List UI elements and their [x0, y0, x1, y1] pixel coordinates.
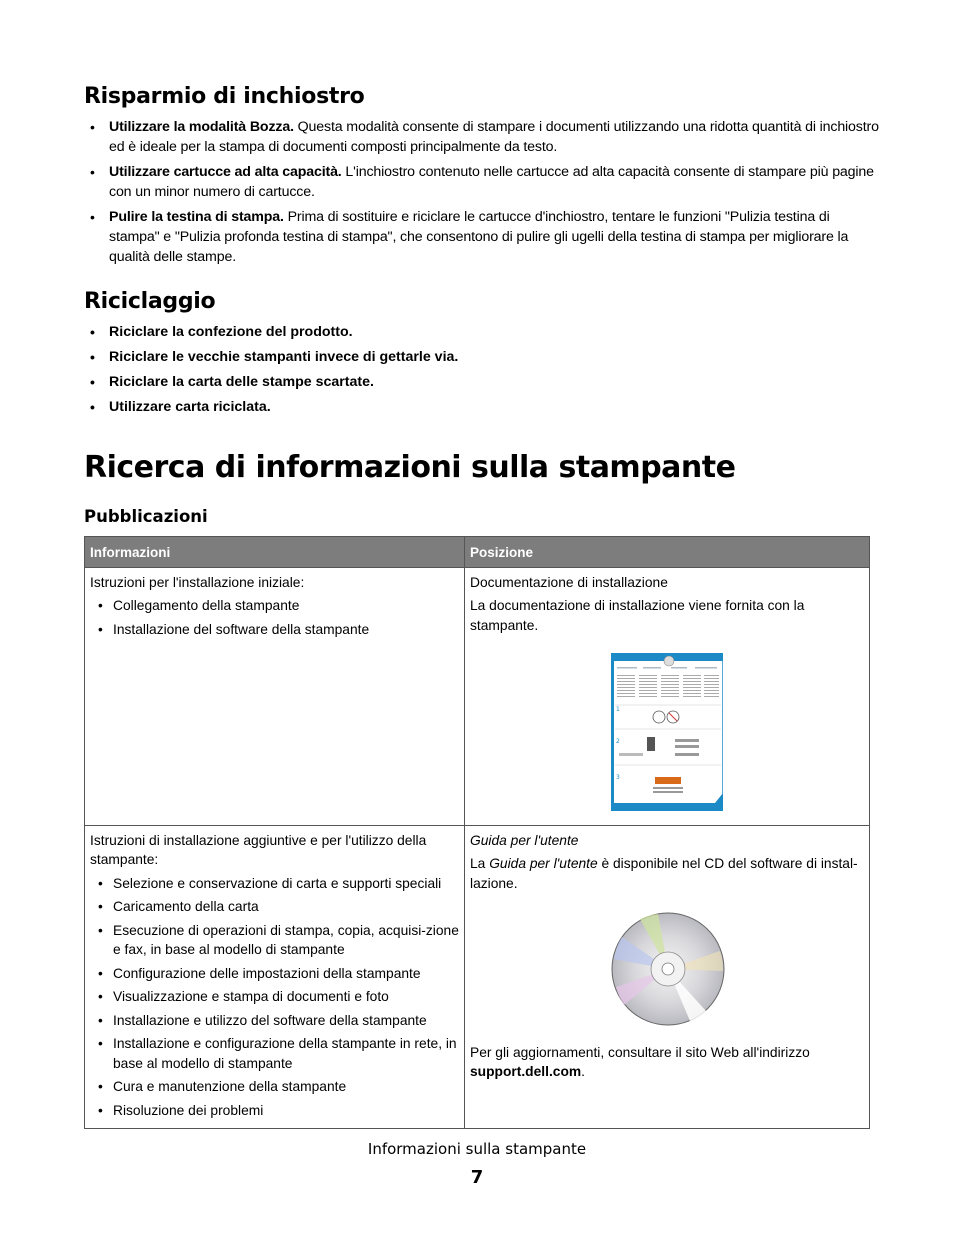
cell-list	[90, 874, 459, 1121]
setup-document-image	[611, 653, 723, 811]
list-item: • Caricamento della carta	[94, 897, 459, 917]
list-item: • Collegamento della stampante	[94, 596, 459, 616]
publications-table	[84, 536, 870, 1129]
svg-text:1: 1	[616, 706, 620, 713]
risparmio-list	[90, 117, 880, 272]
list-item: • Installazione e configurazione della stampante in rete, in base al modello di stampante	[94, 1034, 459, 1073]
table-header-row	[85, 537, 870, 568]
svg-text:2: 2	[616, 738, 620, 745]
list-item: • Riciclare le vecchie stampanti invece di gettarle via.	[90, 347, 880, 367]
cell-text	[470, 854, 864, 893]
table-cell	[465, 567, 870, 825]
table-row	[85, 825, 870, 1129]
list-item: • Installazione del software della stampante	[94, 620, 459, 640]
list-item	[90, 207, 880, 267]
list-item	[90, 117, 880, 157]
section-title-riciclaggio: Riciclaggio	[84, 289, 216, 314]
list-item: • Riciclare la confezione del prodotto.	[90, 322, 880, 342]
item-bold: Utilizzare cartucce ad alta capacità.	[109, 164, 342, 180]
text-fragment-italic: Guida per l'utente	[489, 856, 598, 871]
item-bold: Utilizzare la modalità Bozza.	[109, 119, 294, 135]
section-title-risparmio: Risparmio di inchiostro	[84, 84, 365, 109]
table-cell	[465, 825, 870, 1129]
list-item: • Selezione e conservazione di carta e supporti speciali	[94, 874, 459, 894]
item-text: L'inchiostro contenuto nelle cartucce ad alta capacità consente di stampare più pagine con un minor numero di cartucce.	[109, 164, 874, 200]
item-bold: Pulire la testina di stampa.	[109, 209, 284, 225]
svg-text:3: 3	[616, 774, 620, 781]
text-fragment: .	[581, 1064, 585, 1079]
list-item: • Esecuzione di operazioni di stampa, copia, acquisi-zione e fax, in base al modello di stampante	[94, 921, 459, 960]
table-cell	[85, 825, 465, 1129]
cd-disc-image	[610, 911, 726, 1027]
list-item: • Risoluzione dei problemi	[94, 1101, 459, 1121]
table-row	[85, 567, 870, 825]
list-item: • Installazione e utilizzo del software della stampante	[94, 1011, 459, 1031]
text-fragment: Per gli aggiornamenti, consultare il sito Web all'indirizzo	[470, 1044, 810, 1060]
list-item: • Configurazione delle impostazioni della stampante	[94, 964, 459, 984]
cell-title: Documentazione di installazione	[470, 574, 668, 590]
cell-intro: Istruzioni per l'installazione iniziale:	[90, 574, 305, 590]
item-text: Prima di sostituire e riciclare le cartucce d'inchiostro, tentare le funzioni "Pulizia testina di stampa" e "Pulizia profonda testina di stampa", che consentono di pulire gli ugelli della testina di stampa per migliorare la qualità delle stampe.	[109, 209, 849, 265]
text-fragment: La	[470, 856, 490, 871]
subsection-title: Pubblicazioni	[84, 507, 208, 526]
cell-update-text	[470, 1043, 864, 1082]
cell-list	[90, 596, 459, 639]
support-link[interactable]: support.dell.com	[470, 1064, 582, 1079]
page-number: 7	[470, 1167, 484, 1188]
column-header-info: Informazioni	[85, 537, 465, 568]
list-item: • Riciclare la carta delle stampe scartate.	[90, 372, 880, 392]
column-header-position: Posizione	[465, 537, 870, 568]
list-item: • Cura e manutenzione della stampante	[94, 1077, 459, 1097]
list-item: • Visualizzazione e stampa di documenti e foto	[94, 987, 459, 1007]
footer-title: Informazioni sulla stampante	[367, 1140, 587, 1158]
cell-text: La documentazione di installazione viene fornita con la stampante.	[470, 598, 805, 633]
item-text: Questa modalità consente di stampare i documenti utilizzando una ridotta quantità di inchiostro ed è ideale per la stampa di documenti composti principalmente da testo.	[109, 119, 879, 155]
text-fragment: è disponibile nel CD del software di instal-lazione.	[470, 856, 858, 891]
cell-title: Guida per l'utente	[470, 832, 579, 848]
table-cell	[85, 567, 465, 825]
list-item: • Utilizzare carta riciclata.	[90, 397, 880, 417]
chapter-title: Ricerca di informazioni sulla stampante	[84, 450, 736, 485]
riciclaggio-list	[90, 322, 880, 422]
cell-intro: Istruzioni di installazione aggiuntive e per l'utilizzo della stampante:	[90, 832, 427, 867]
list-item	[90, 162, 880, 202]
